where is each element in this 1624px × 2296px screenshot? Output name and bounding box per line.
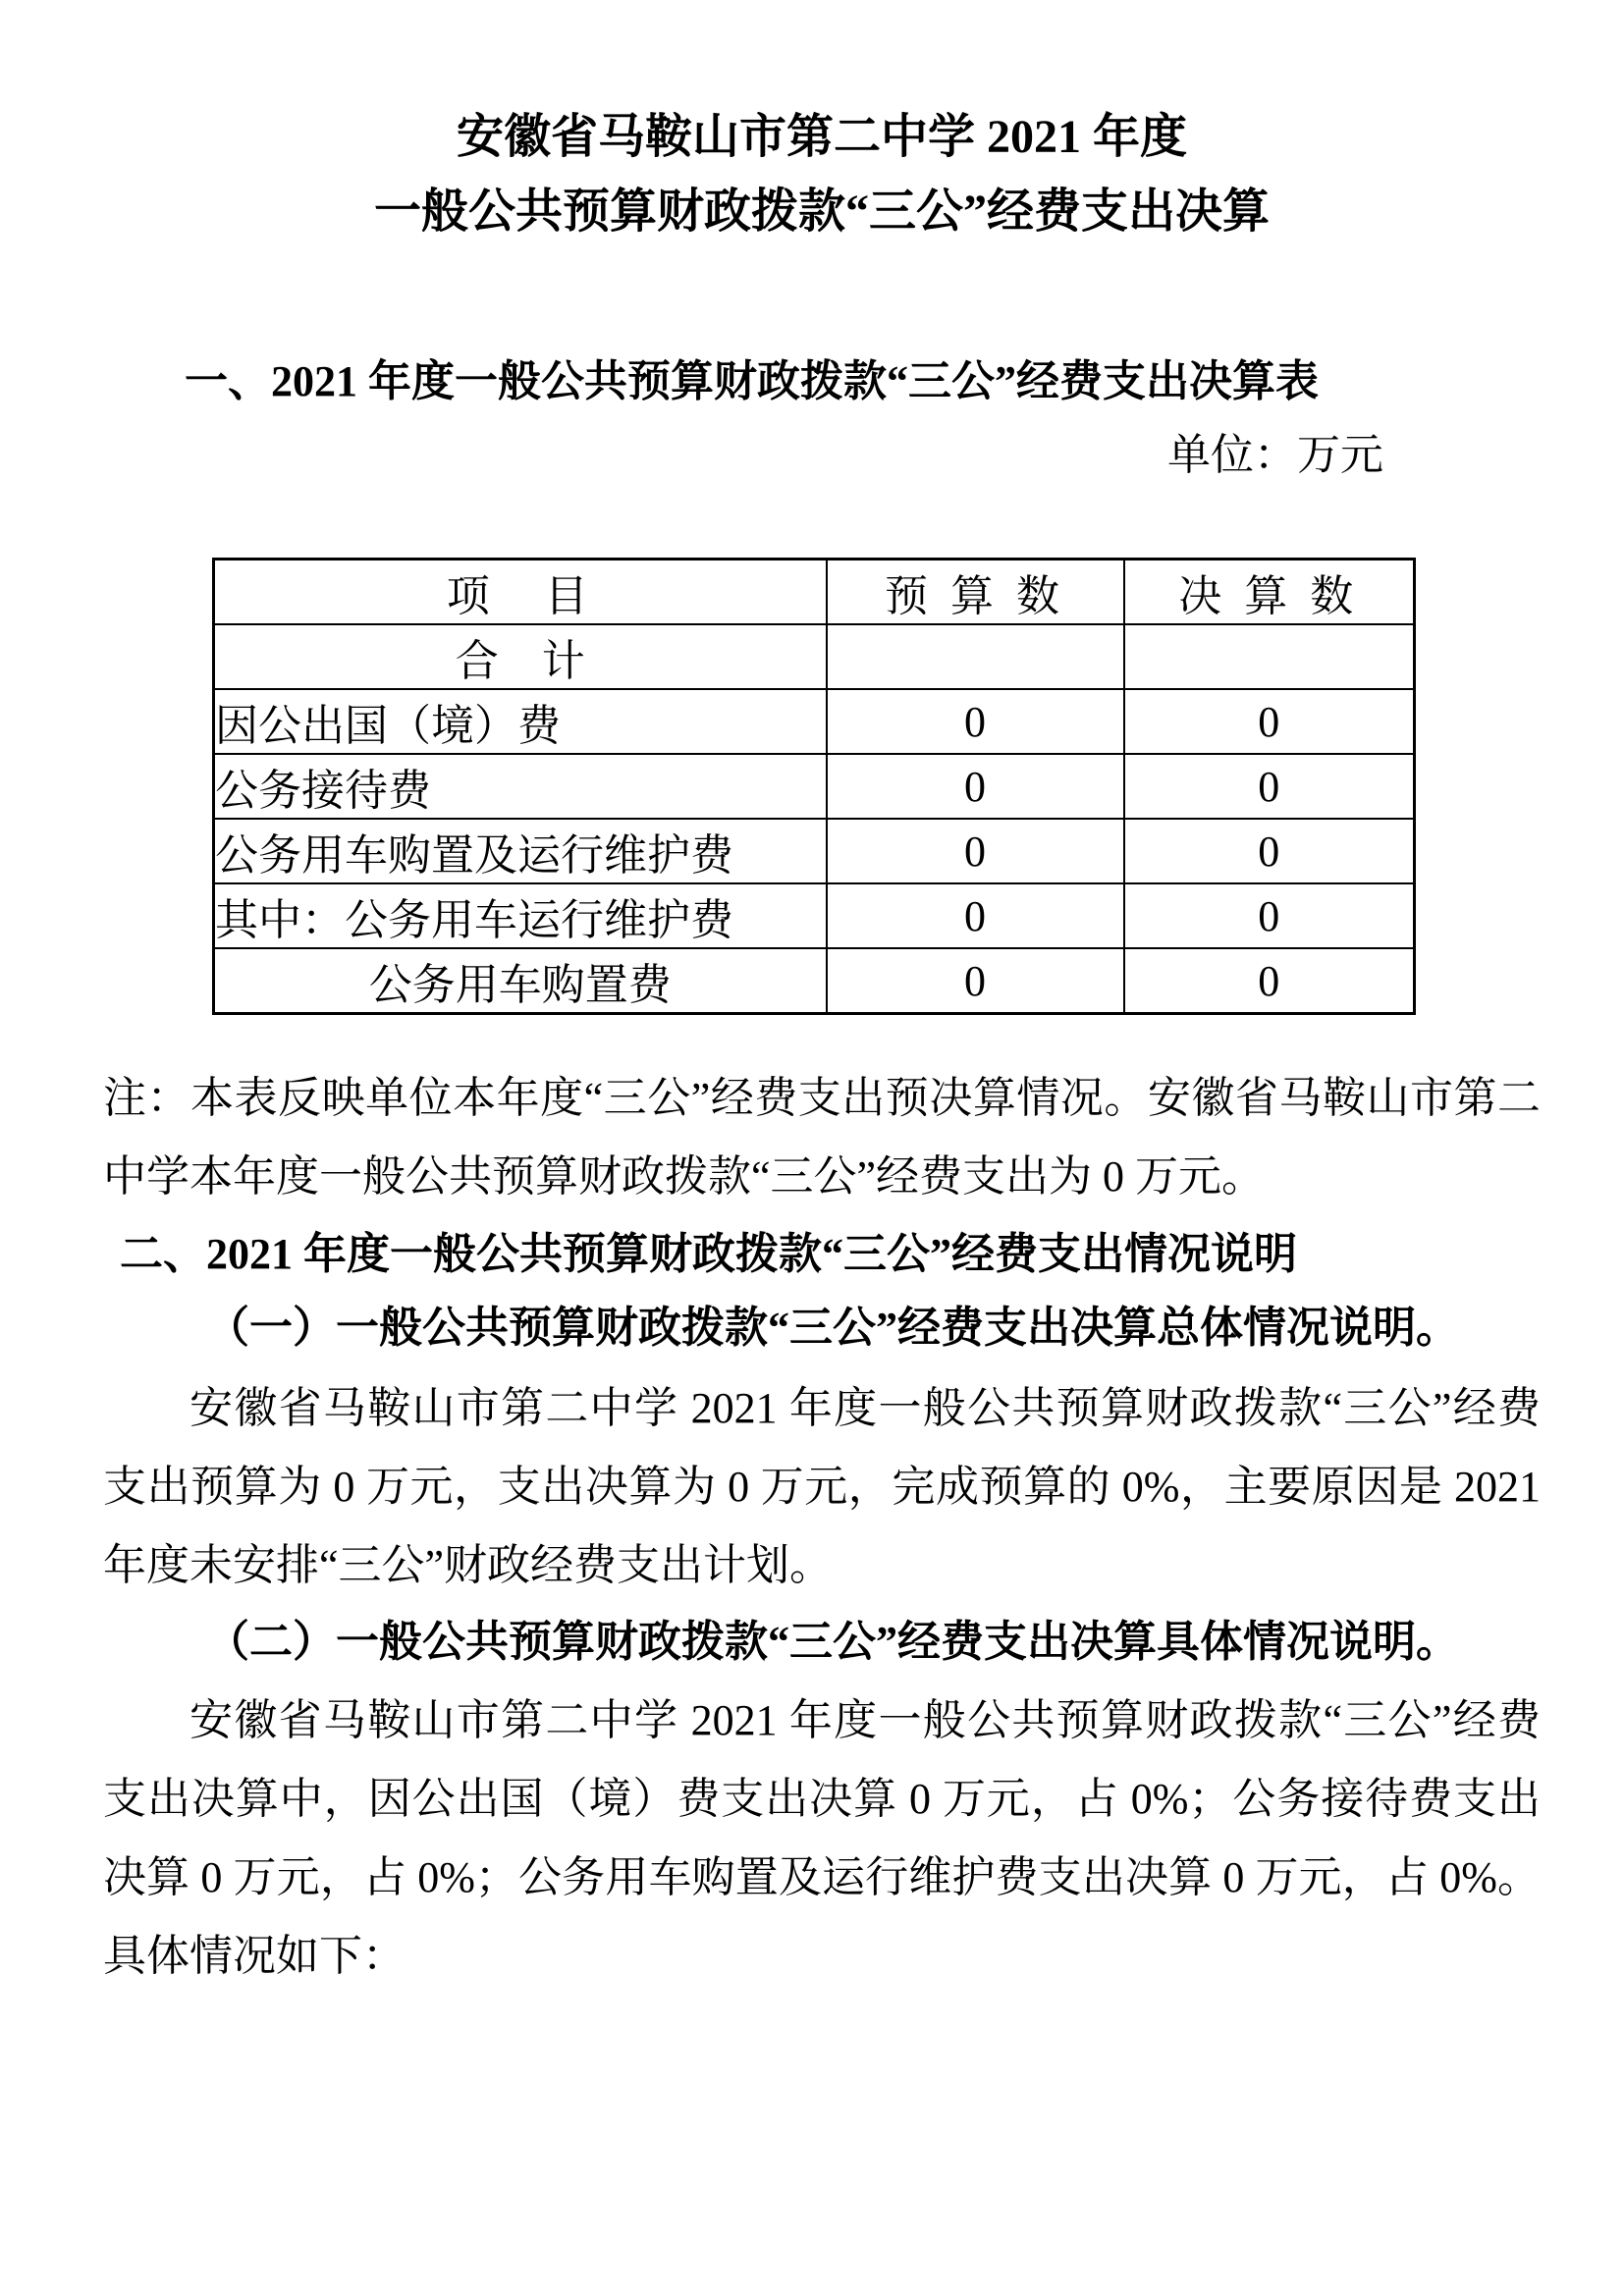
col-header-budget: 预 算 数 [827, 560, 1124, 625]
col-header-item: 项 目 [214, 560, 827, 625]
row-budget-value: 0 [827, 819, 1124, 883]
unit-label: 单位：万元 [1167, 431, 1383, 479]
table-note: 注：本表反映单位本年度“三公”经费支出预决算情况。安徽省马鞍山市第二中学本年度一般公共预算财政拨款“三公”经费支出为 0 万元。 [103, 1074, 1541, 1201]
row-final-value: 0 [1124, 883, 1415, 948]
title-line-2: 一般公共预算财政拨款“三公”经费支出决算 [373, 186, 1270, 238]
table-row-abroad [214, 689, 1415, 754]
table-row-reception [214, 754, 1415, 819]
row-budget-value: 0 [827, 689, 1124, 754]
section2-sub1-heading: （一）一般公共预算财政拨款“三公”经费支出决算总体情况说明。 [206, 1304, 1459, 1352]
row-final-value: 0 [1124, 819, 1415, 883]
section2-sub2-paragraph: 安徽省马鞍山市第二中学 2021 年度一般公共预算财政拨款“三公”经费支出决算中，因公出国（境）费支出决算 0 万元，占 0%；公务接待费支出决算 0 万元，占 0%；公务用车购置及运行维护费支出决算 0 万元，占 0%。具体情况如下： [103, 1696, 1541, 1980]
section2-sub2-heading: （二）一般公共预算财政拨款“三公”经费支出决算具体情况说明。 [206, 1618, 1459, 1666]
table-row-vehicle-purchase [214, 948, 1415, 1014]
table-row-vehicle-total [214, 819, 1415, 883]
row-item-label: 公务用车购置费 [214, 948, 827, 1014]
table-row-vehicle-operation [214, 883, 1415, 948]
row-item-label: 合 计 [214, 624, 827, 689]
row-final-value [1124, 624, 1415, 689]
row-budget-value: 0 [827, 883, 1124, 948]
section2-heading: 二、2021 年度一般公共预算财政拨款“三公”经费支出情况说明 [120, 1230, 1297, 1278]
row-budget-value: 0 [827, 948, 1124, 1014]
three-public-expense-table [212, 558, 1416, 1015]
title-line-1: 安徽省马鞍山市第二中学 2021 年度 [456, 111, 1187, 163]
row-item-label: 公务接待费 [214, 754, 827, 819]
row-item-label: 其中：公务用车运行维护费 [214, 883, 827, 948]
table-row-total [214, 624, 1415, 689]
row-final-value: 0 [1124, 754, 1415, 819]
table-header-row [214, 560, 1415, 625]
col-header-final: 决 算 数 [1124, 560, 1415, 625]
row-item-label: 公务用车购置及运行维护费 [214, 819, 827, 883]
row-item-label: 因公出国（境）费 [214, 689, 827, 754]
row-budget-value: 0 [827, 754, 1124, 819]
row-final-value: 0 [1124, 948, 1415, 1014]
row-final-value: 0 [1124, 689, 1415, 754]
row-budget-value [827, 624, 1124, 689]
document-title [103, 100, 1541, 249]
section2-sub1-paragraph: 安徽省马鞍山市第二中学 2021 年度一般公共预算财政拨款“三公”经费支出预算为 0 万元，支出决算为 0 万元，完成预算的 0%，主要原因是 2021 年度未安排“三公”财政经费支出计划。 [103, 1384, 1541, 1589]
section1-heading: 一、2021 年度一般公共预算财政拨款“三公”经费支出决算表 [185, 357, 1319, 405]
